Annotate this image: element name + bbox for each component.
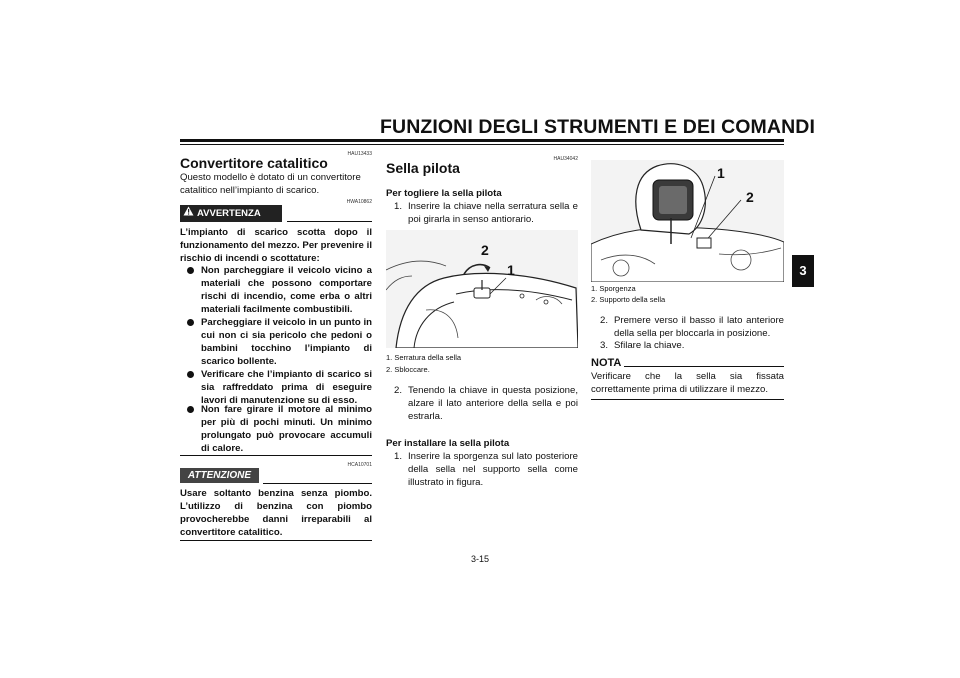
caution-text: Usare soltanto benzina senza piombo. L’utilizzo di benzina con piombo provocherebbe danni irreparabili al convertitore catalitico. <box>180 488 372 538</box>
warning-bullet: Parcheggiare il veicolo in un punto in cui non ci sia pericolo che pedoni o bambini tocchino l’impianto di scarico bollente. <box>189 316 372 368</box>
step-text: Inserire la sporgenza sul lato posteriore della sella nel supporto sella come illustrato in figura. <box>408 451 578 488</box>
section-heading: Sella pilota <box>386 160 460 176</box>
warning-triangle-icon <box>180 205 197 222</box>
note-end-rule <box>591 399 784 400</box>
seat-lock-illustration <box>386 230 578 348</box>
subsection-title: Per togliere la sella pilota <box>386 188 502 199</box>
section-code: HAU34042 <box>553 156 578 162</box>
header-rule <box>180 139 784 142</box>
warning-bullet: Verificare che l’impianto di scarico si sia raffreddato prima di eseguire lavori di manutenzione su di esso. <box>189 368 372 407</box>
figure-caption: 1. Serratura della sella <box>386 353 462 362</box>
caution-code: HCA10701 <box>347 462 372 468</box>
step-text: Premere verso il basso il lato anteriore della sella per bloccarla in posizione. <box>614 315 784 339</box>
step-text: Inserire la chiave nella serratura sella e poi girarla in senso antiorario. <box>408 201 578 225</box>
figure-callout-1: 1 <box>717 165 725 181</box>
figure-callout-2: 2 <box>746 189 754 205</box>
note-text: Verificare che la sella sia fissata correttamente prima di utilizzare il mezzo. <box>591 371 784 395</box>
bullet-icon <box>187 371 194 378</box>
step-text: Sfilare la chiave. <box>614 340 685 351</box>
warning-rule <box>287 221 372 222</box>
section-code: HAU13433 <box>347 151 372 157</box>
figure-callout-1: 1 <box>507 262 515 278</box>
warning-code: HWA10862 <box>346 199 372 205</box>
bullet-icon <box>187 267 194 274</box>
seat-support-drawing <box>591 160 784 282</box>
step-number: 1. <box>394 451 403 462</box>
bullet-icon <box>187 319 194 326</box>
step-number: 3. <box>600 340 609 351</box>
header-rule-thin <box>180 144 784 145</box>
step-number: 2. <box>394 385 403 396</box>
step-number: 1. <box>394 201 403 212</box>
intro-text: Questo modello è dotato di un convertitore catalitico nell’impianto di scarico. <box>180 172 361 196</box>
warning-label-text: AVVERTENZA <box>197 208 261 219</box>
warning-bullet: Non parcheggiare il veicolo vicino a materiali che possono comportare rischi di incendio, come erba o altri materiali facilmente combustibili. <box>189 264 372 316</box>
step-number: 2. <box>600 315 609 326</box>
subsection-title: Per installare la sella pilota <box>386 438 510 449</box>
figure-caption: 1. Sporgenza <box>591 284 636 293</box>
step-text: Tenendo la chiave in questa posizione, alzare il lato anteriore della sella e poi estrarla. <box>408 385 578 422</box>
bullet-icon <box>187 406 194 413</box>
seat-support-illustration <box>591 160 784 282</box>
chapter-tab: 3 <box>792 255 814 287</box>
section-heading: Convertitore catalitico <box>180 155 328 171</box>
caution-rule <box>263 483 372 484</box>
caution-label: ATTENZIONE <box>180 468 259 483</box>
figure-caption: 2. Supporto della sella <box>591 295 666 304</box>
figure-caption: 2. Sbloccare. <box>386 365 430 374</box>
caution-end-rule <box>180 540 372 541</box>
note-label: NOTA <box>591 357 622 369</box>
warning-end-rule <box>180 455 372 456</box>
note-rule <box>624 366 784 367</box>
page-header-title: FUNZIONI DEGLI STRUMENTI E DEI COMANDI <box>380 116 815 138</box>
warning-bullet: Non fare girare il motore al minimo per più di pochi minuti. Un minimo prolungato può provocare accumuli di calore. <box>189 403 372 455</box>
figure-callout-2: 2 <box>481 242 489 258</box>
warning-label <box>180 205 282 222</box>
page-number: 3-15 <box>470 554 489 564</box>
warning-intro: L’impianto di scarico scotta dopo il funzionamento del mezzo. Per prevenire il rischio di incendi o scottature: <box>180 227 372 264</box>
